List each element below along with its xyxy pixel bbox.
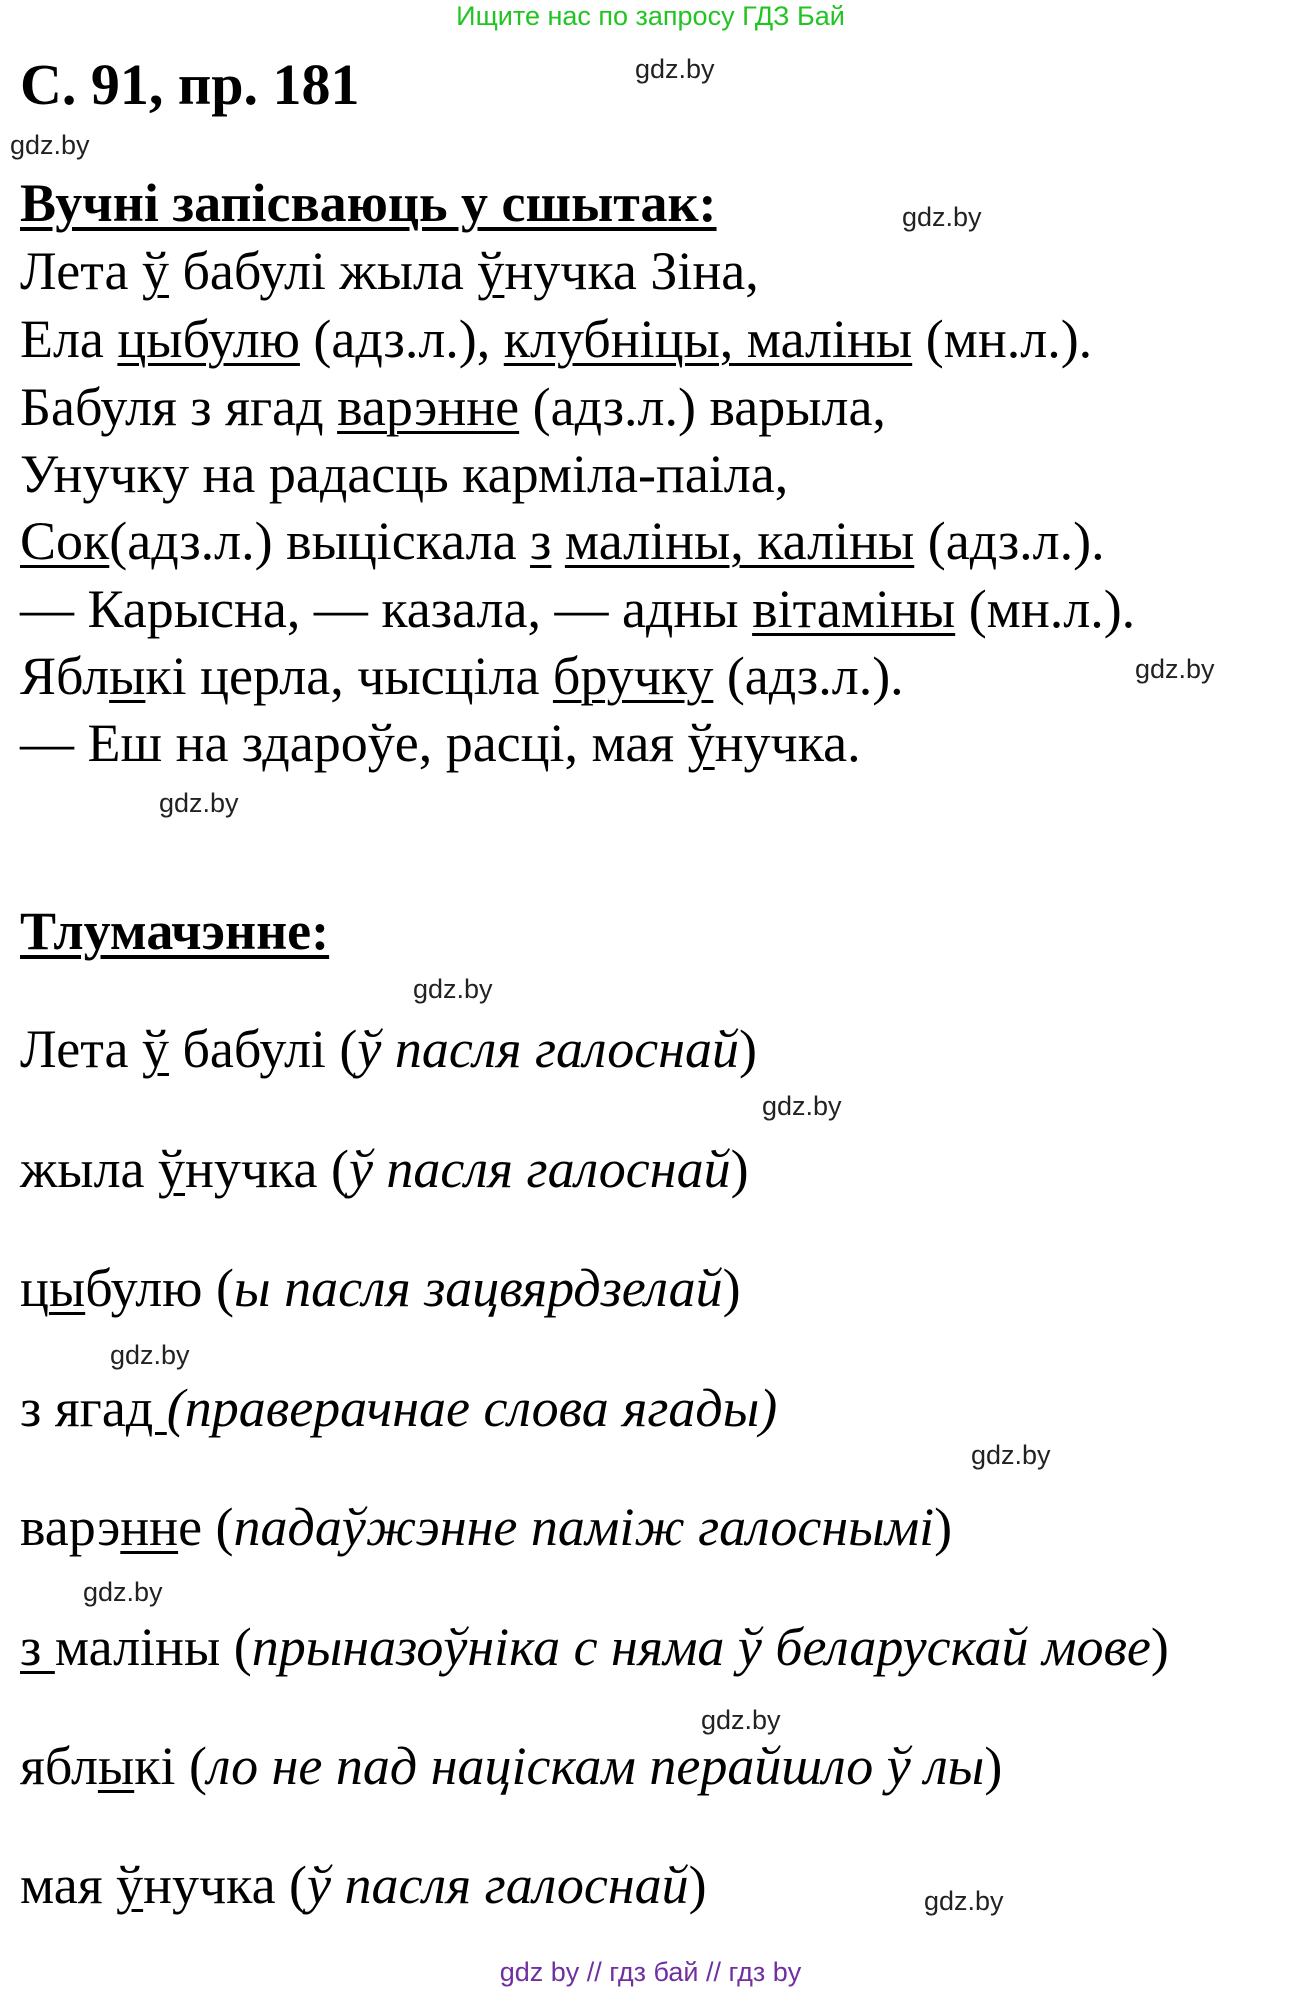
- watermark: gdz.by: [110, 1340, 190, 1370]
- text-segment: (адз.л.) выціскала: [109, 511, 531, 571]
- underlined-text: вітаміны: [752, 579, 956, 639]
- text-segment: Унучку на радасць карміла-паіла,: [20, 444, 789, 504]
- poem-line: [20, 376, 886, 438]
- italic-explanation: падаўжэнне паміж галоснымі: [233, 1497, 935, 1557]
- text-segment: ): [739, 1019, 757, 1079]
- text-segment: (адз.л.).: [914, 511, 1105, 571]
- italic-explanation: (праверачнае слова ягады): [166, 1378, 778, 1438]
- italic-explanation: ў пасля галоснай: [357, 1019, 739, 1079]
- underlined-text: цыбулю: [117, 309, 300, 369]
- underlined-text: ў: [141, 1019, 169, 1079]
- watermark: gdz.by: [1135, 654, 1215, 684]
- italic-explanation: ў пасля галоснай: [348, 1139, 731, 1199]
- text-segment: [324, 377, 338, 437]
- underlined-text: ы: [97, 1736, 135, 1796]
- underlined-text: ў: [477, 241, 505, 301]
- text-segment: Лета: [20, 241, 142, 301]
- text-segment: ): [934, 1497, 953, 1557]
- text-segment: ): [730, 1139, 749, 1199]
- text-segment: (адз.л.),: [299, 309, 504, 369]
- text-segment: маліны (: [54, 1617, 252, 1677]
- text-segment: нучка (: [143, 1855, 308, 1915]
- text-segment: — Карысна, — казала, — адны: [20, 579, 753, 639]
- text-segment: Бабуля з яга: [20, 377, 297, 437]
- underlined-text: клубніцы, маліны: [503, 309, 913, 369]
- watermark: gdz.by: [10, 130, 90, 160]
- watermark: gdz.by: [159, 788, 239, 818]
- search-banner[interactable]: Ищите нас по запросу ГДЗ Бай: [456, 1, 845, 31]
- text-segment: (мн.л.).: [912, 309, 1093, 369]
- explanation-line: [20, 1377, 777, 1439]
- text-segment: — Еш на здароўе, расці, мая: [20, 713, 688, 773]
- text-segment: нучка Зіна,: [504, 241, 759, 301]
- italic-explanation: ы пасля зацвярдзелай: [234, 1258, 723, 1318]
- text-segment: е (: [178, 1497, 234, 1557]
- text-segment: ябл: [20, 1736, 98, 1796]
- explanation-line: [20, 1138, 749, 1200]
- text-segment: кі (: [134, 1736, 207, 1796]
- text-segment: кі церла, чысціла: [145, 646, 553, 706]
- italic-explanation: прыназоўніка с няма ў беларускай мове: [251, 1617, 1151, 1677]
- text-segment: Ябл: [20, 646, 110, 706]
- text-segment: (мн.л.).: [955, 579, 1136, 639]
- italic-explanation: ў пасля галоснай: [307, 1855, 689, 1915]
- text-segment: (адз.л.) варыла,: [519, 377, 886, 437]
- footer-links[interactable]: gdz by // гдз бай // гдз by: [499, 1957, 802, 1987]
- poem-line: [20, 578, 1135, 640]
- underlined-text: ў: [116, 1855, 144, 1915]
- poem-line: [20, 308, 1092, 370]
- underlined-text: з: [20, 1617, 55, 1677]
- text-segment: булю (: [85, 1258, 235, 1318]
- text-segment: ц: [20, 1258, 49, 1318]
- poem-line: [20, 240, 759, 302]
- watermark: gdz.by: [902, 202, 982, 232]
- section-heading-explanation: Тлумачэнне:: [20, 901, 330, 961]
- poem-line: [20, 510, 1105, 572]
- text-segment: (адз.л.).: [713, 646, 904, 706]
- text-segment: з яга: [20, 1378, 126, 1438]
- explanation-line: [20, 1496, 952, 1558]
- text-segment: нучка.: [714, 713, 861, 773]
- underlined-text: ў: [158, 1139, 186, 1199]
- underlined-text: Сок: [20, 511, 110, 571]
- poem-line: [20, 712, 861, 774]
- watermark: gdz.by: [701, 1705, 781, 1735]
- underlined-text: маліны, каліны: [564, 511, 915, 571]
- explanation-line: [20, 1616, 1169, 1678]
- underlined-text: ў: [141, 241, 169, 301]
- text-segment: бабулі (: [168, 1019, 358, 1079]
- explanation-line: [20, 1735, 1002, 1797]
- underlined-text: ў: [687, 713, 715, 773]
- watermark: gdz.by: [762, 1091, 842, 1121]
- watermark: gdz.by: [924, 1886, 1004, 1916]
- text-segment: бабулі жыла: [168, 241, 478, 301]
- text-segment: ): [722, 1258, 741, 1318]
- text-segment: ): [688, 1855, 707, 1915]
- watermark: gdz.by: [635, 54, 715, 84]
- watermark: gdz.by: [413, 974, 493, 1004]
- section-heading-notebook: Вучні запісваюць у сшытак:: [20, 173, 717, 233]
- text-segment: Лета: [20, 1019, 142, 1079]
- text-segment: Ела: [20, 309, 118, 369]
- explanation-line: [20, 1257, 741, 1319]
- poem-line: [20, 645, 904, 707]
- text-segment: нучка (: [185, 1139, 349, 1199]
- text-segment: [551, 511, 565, 571]
- explanation-line: [20, 1854, 707, 1916]
- underlined-text: нн: [120, 1497, 179, 1557]
- underlined-text: ы: [109, 646, 146, 706]
- text-segment: ): [1150, 1617, 1169, 1677]
- text-segment: ): [984, 1736, 1003, 1796]
- underlined-text: з: [530, 511, 552, 571]
- page-title: С. 91, пр. 181: [20, 52, 360, 117]
- poem-line: [20, 443, 788, 505]
- watermark: gdz.by: [83, 1577, 163, 1607]
- text-segment: варэ: [20, 1497, 121, 1557]
- underlined-text: ы: [48, 1258, 86, 1318]
- italic-explanation: ло не пад націскам перайшло ў лы: [206, 1736, 985, 1796]
- underlined-text: д: [125, 1378, 167, 1438]
- text-segment: жыла: [20, 1139, 159, 1199]
- underlined-text: бручку: [552, 646, 714, 706]
- underlined-text: д: [296, 377, 324, 437]
- underlined-text: варэнне: [337, 377, 520, 437]
- watermark: gdz.by: [971, 1440, 1051, 1470]
- text-segment: мая: [20, 1855, 117, 1915]
- explanation-line: [20, 1018, 757, 1080]
